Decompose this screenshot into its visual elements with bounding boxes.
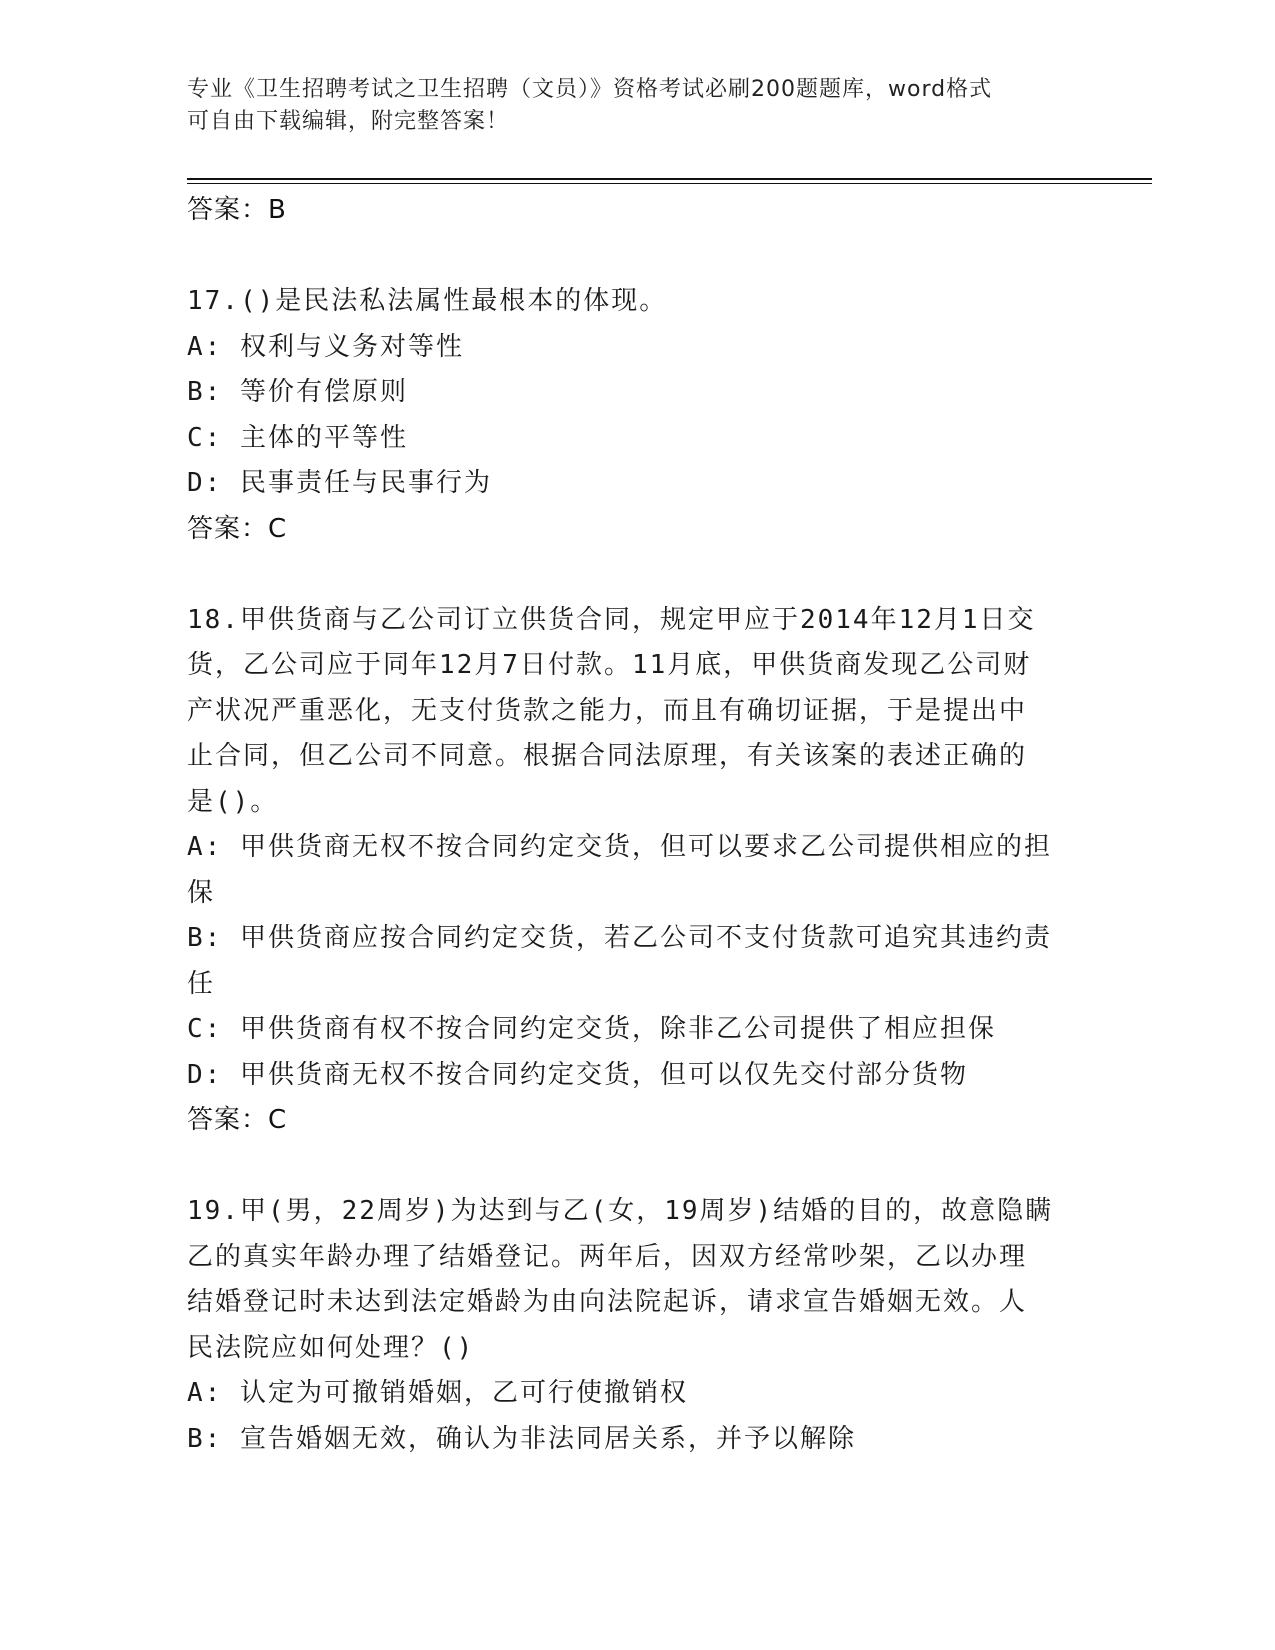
- header-divider-thin: [187, 183, 1152, 184]
- document-body: [187, 188, 1087, 1462]
- question-stem-line: 18.甲供货商与乙公司订立供货合同，规定甲应于2014年12月1日交: [187, 604, 1036, 635]
- header-line-1: 专业《卫生招聘考试之卫生招聘（文员）》资格考试必刷200题题库，word格式: [187, 77, 993, 102]
- document-header: [187, 74, 1067, 138]
- question-stem-line: 产状况严重恶化，无支付货款之能力，而且有确切证据，于是提出中: [187, 695, 1028, 726]
- header-line-2: 可自由下载编辑，附完整答案！: [187, 109, 510, 134]
- option-b: B: 甲供货商应按合同约定交货，若乙公司不支付货款可追究其违约责: [187, 923, 1052, 953]
- spacer: [187, 1144, 1087, 1190]
- question-19: [187, 1189, 1087, 1462]
- option-b: B: 宣告婚姻无效，确认为非法同居关系，并予以解除: [187, 1423, 856, 1454]
- answer: 答案：C: [187, 513, 288, 544]
- question-stem-line: 货，乙公司应于同年12月7日付款。11月底，甲供货商发现乙公司财: [187, 650, 1032, 680]
- question-stem-line: 乙的真实年龄办理了结婚登记。两年后，因双方经常吵架，乙以办理: [187, 1241, 1028, 1272]
- question-18: [187, 598, 1087, 1144]
- answer: 答案：C: [187, 1105, 288, 1135]
- option-d: D: 甲供货商无权不按合同约定交货，但可以仅先交付部分货物: [187, 1059, 968, 1090]
- header-divider-thick: [187, 178, 1152, 180]
- answer-previous: 答案：B: [187, 195, 287, 225]
- question-stem-line: 是()。: [187, 786, 279, 817]
- option-a: A: 权利与义务对等性: [187, 331, 464, 362]
- question-stem-line: 民法院应如何处理？(): [187, 1332, 475, 1363]
- option-a-continued: 保: [187, 877, 216, 908]
- spacer: [187, 234, 1087, 280]
- question-stem: 17.()是民法私法属性最根本的体现。: [187, 286, 668, 316]
- option-c: C: 主体的平等性: [187, 422, 408, 453]
- question-stem-line: 止合同，但乙公司不同意。根据合同法原理，有关该案的表述正确的: [187, 741, 1028, 771]
- question-stem-line: 结婚登记时未达到法定婚龄为由向法院起诉，请求宣告婚姻无效。人: [187, 1287, 1028, 1317]
- option-b: B: 等价有偿原则: [187, 377, 408, 407]
- spacer: [187, 552, 1087, 598]
- option-c: C: 甲供货商有权不按合同约定交货，除非乙公司提供了相应担保: [187, 1014, 996, 1044]
- question-17: [187, 279, 1087, 552]
- option-a: A: 甲供货商无权不按合同约定交货，但可以要求乙公司提供相应的担: [187, 832, 1052, 862]
- option-d: D: 民事责任与民事行为: [187, 468, 492, 498]
- option-a: A: 认定为可撤销婚姻，乙可行使撤销权: [187, 1378, 688, 1408]
- question-stem-line: 19.甲(男，22周岁)为达到与乙(女，19周岁)结婚的目的，故意隐瞒: [187, 1196, 1054, 1226]
- option-b-continued: 任: [187, 968, 216, 999]
